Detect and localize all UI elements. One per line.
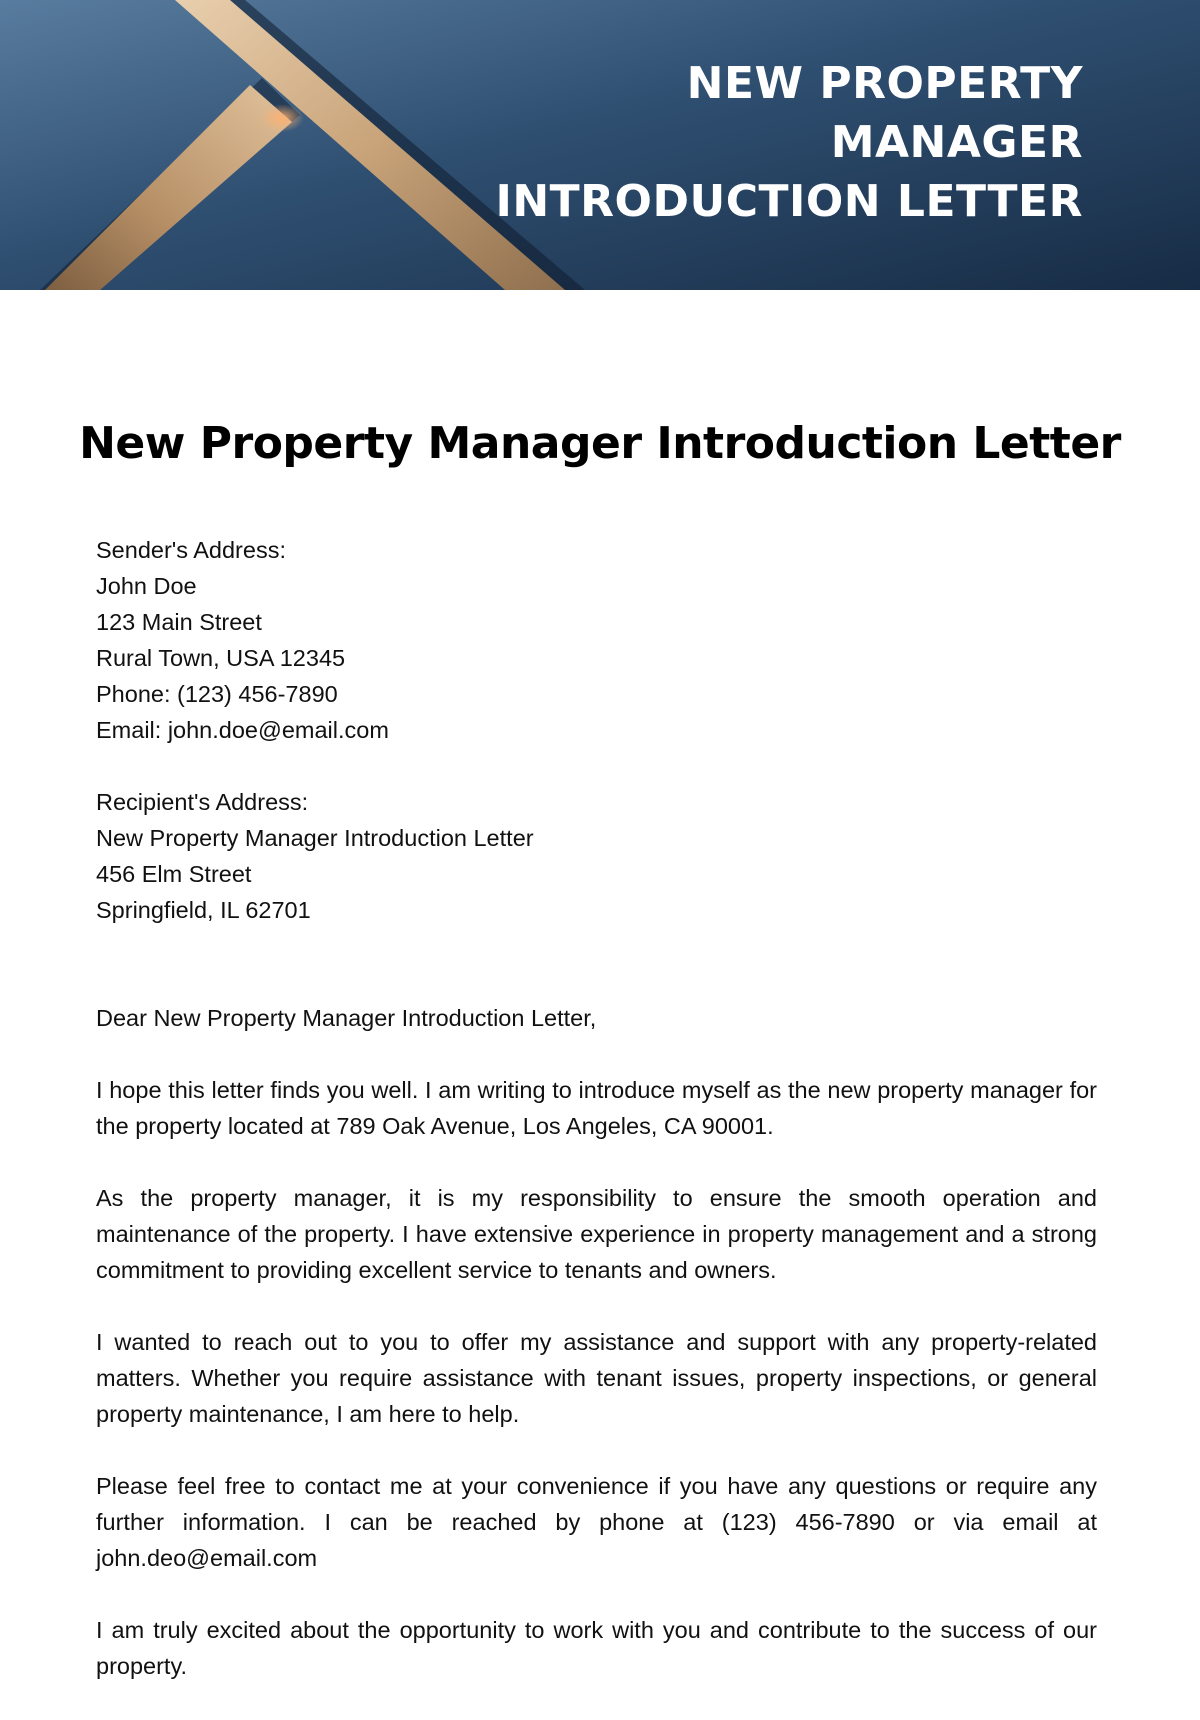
banner-title [443,54,1083,231]
sender-phone: Phone: (123) 456-7890 [96,681,338,707]
sender-name: John Doe [96,573,197,599]
recipient-name: New Property Manager Introduction Letter [96,825,534,851]
recipient-label: Recipient's Address: [96,789,309,815]
banner-title-line: INTRODUCTION LETTER [495,176,1083,227]
salutation: Dear New Property Manager Introduction Letter, [96,1005,597,1031]
sender-label: Sender's Address: [96,537,286,563]
paragraph: I wanted to reach out to you to offer my assistance and support with any property-related matters. Whether you require assistance with tenant issues, property inspections, or general property maintenance, I am here to help. [96,1329,1097,1427]
document-title: New Property Manager Introduction Letter [79,418,1121,469]
sender-email: Email: john.doe@email.com [96,717,389,743]
letter-body [96,532,1097,1720]
sender-street: 123 Main Street [96,609,262,635]
paragraph: As the property manager, it is my responsibility to ensure the smooth operation and maintenance of the property. I have extensive experience in property management and a strong commitment to providing excellent service to tenants and owners. [96,1185,1097,1283]
sender-city: Rural Town, USA 12345 [96,645,346,671]
paragraph: I am truly excited about the opportunity to work with you and contribute to the success of our property. [96,1617,1097,1679]
paragraph: Please feel free to contact me at your convenience if you have any questions or require any further information. I can be reached by phone at (123) 456-7890 or via email at john.deo@email.com [96,1473,1097,1571]
banner-title-line: NEW PROPERTY [686,58,1083,109]
recipient-city: Springfield, IL 62701 [96,897,311,923]
recipient-street: 456 Elm Street [96,861,252,887]
banner-title-line: MANAGER [830,117,1083,168]
light-glow [260,104,304,132]
paragraph: I hope this letter finds you well. I am writing to introduce myself as the new property manager for the property located at 789 Oak Avenue, Los Angeles, CA 90001. [96,1077,1097,1139]
recipient-address [96,784,1097,928]
header-banner [0,0,1200,290]
sender-address [96,532,1097,748]
